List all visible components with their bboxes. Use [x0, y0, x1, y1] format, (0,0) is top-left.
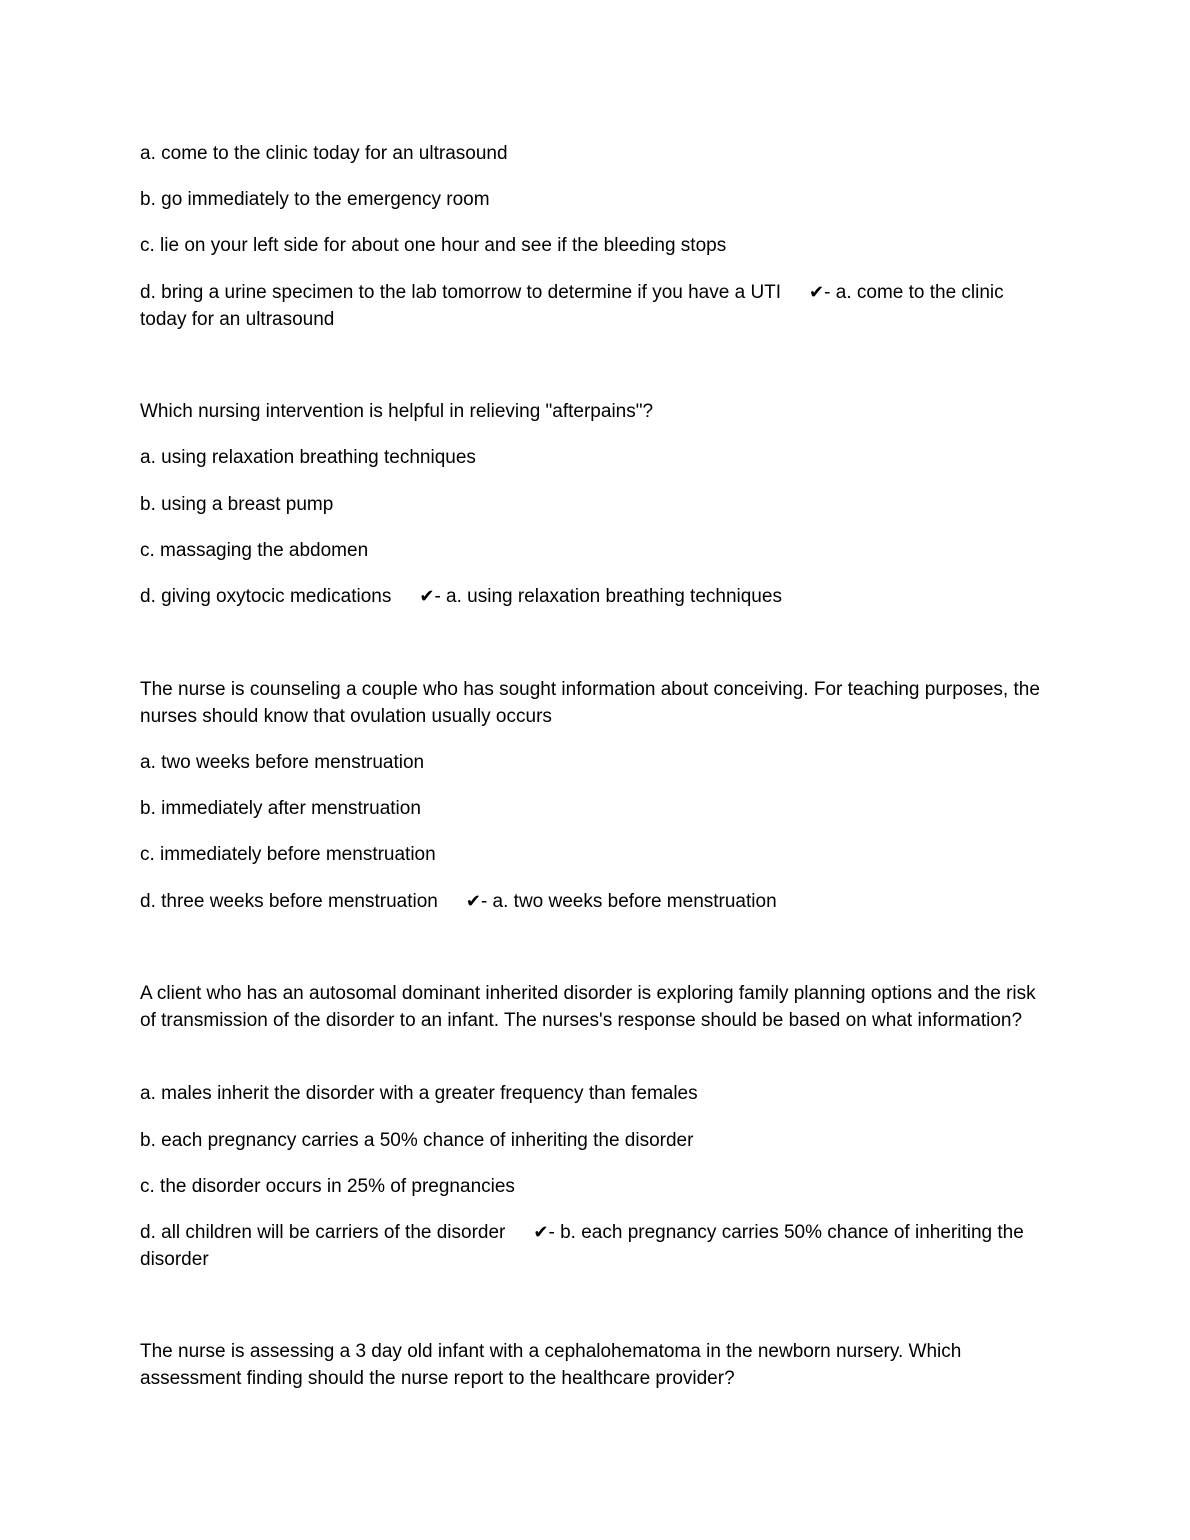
q1-option-d-with-answer — [140, 279, 1050, 333]
checkmark-icon: ✔ — [809, 282, 825, 303]
q4-option-d: d. all children will be carriers of the disorder — [140, 1222, 506, 1243]
q4-option-b: b. each pregnancy carries a 50% chance of inheriting the disorder — [140, 1130, 694, 1151]
checkmark-icon: ✔ — [465, 891, 481, 912]
q4-answer: - b. each pregnancy carries 50% chance of inheriting the disorder — [140, 1222, 1024, 1270]
q1-answer: - a. come to the clinic today for an ultrasound — [140, 282, 1004, 330]
q1-option-b: b. go immediately to the emergency room — [140, 189, 490, 210]
q2-question: Which nursing intervention is helpful in relieving "afterpains"? — [140, 401, 654, 422]
q4-option-d-with-answer — [140, 1219, 1050, 1273]
q3-option-a: a. two weeks before menstruation — [140, 752, 425, 773]
q1-option-d: d. bring a urine specimen to the lab tomorrow to determine if you have a UTI — [140, 282, 782, 303]
q3-option-b: b. immediately after menstruation — [140, 798, 421, 819]
q2-option-a: a. using relaxation breathing techniques — [140, 447, 476, 468]
q3-option-c: c. immediately before menstruation — [140, 844, 436, 865]
q3-answer: - a. two weeks before menstruation — [480, 891, 777, 912]
q1-option-c: c. lie on your left side for about one hour and see if the bleeding stops — [140, 235, 727, 256]
q1-option-a: a. come to the clinic today for an ultrasound — [140, 143, 508, 164]
q3-option-d: d. three weeks before menstruation — [140, 891, 438, 912]
q2-option-d: d. giving oxytocic medications — [140, 586, 392, 607]
q2-answer: - a. using relaxation breathing techniques — [434, 586, 782, 607]
q3-option-d-with-answer — [140, 888, 1050, 915]
q5-question: The nurse is assessing a 3 day old infant with a cephalohematoma in the newborn nursery. Which assessment finding should the nurse report to the healthcare provider? — [140, 1341, 962, 1389]
checkmark-icon: ✔ — [533, 1222, 549, 1243]
checkmark-icon: ✔ — [419, 586, 435, 607]
q2-option-d-with-answer — [140, 583, 1050, 610]
q4-question: A client who has an autosomal dominant inherited disorder is exploring family planning options and the risk of transmission of the disorder to an infant. The nurses's response should be based on what information? — [140, 983, 1036, 1031]
q2-option-c: c. massaging the abdomen — [140, 540, 369, 561]
q2-option-b: b. using a breast pump — [140, 494, 334, 515]
q4-option-a: a. males inherit the disorder with a greater frequency than females — [140, 1083, 698, 1104]
q4-option-c: c. the disorder occurs in 25% of pregnancies — [140, 1176, 515, 1197]
q3-question: The nurse is counseling a couple who has sought information about conceiving. For teaching purposes, the nurses should know that ovulation usually occurs — [140, 679, 1040, 727]
